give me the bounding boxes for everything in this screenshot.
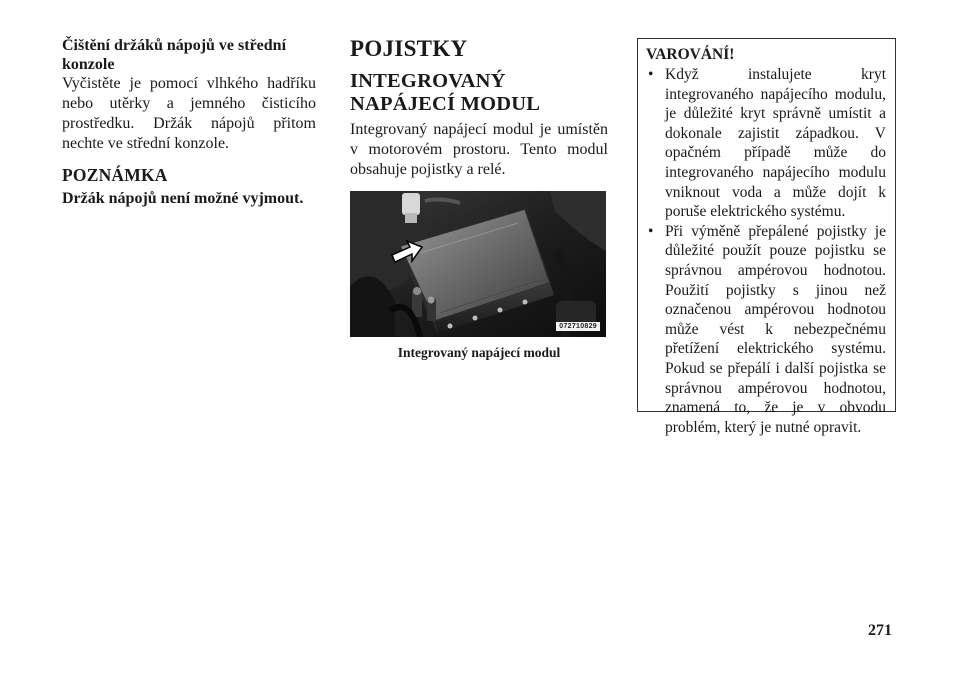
- power-module-photo: [350, 191, 606, 337]
- photo-code-label: 072710829: [556, 322, 600, 331]
- power-module-text: Integrovaný napájecí modul je umístěn v motorovém prostoru. Tento modul obsahuje pojistky a relé.: [350, 121, 608, 178]
- fuses-heading: POJISTKY: [350, 36, 468, 61]
- warning-bullet-1: [646, 65, 886, 222]
- page-number: 271: [868, 622, 892, 639]
- cupholder-cleaning-heading: Čištění držáků nápojů ve střední konzole: [62, 37, 287, 73]
- left-column: [62, 36, 316, 208]
- note-text: Držák nápojů není možné vyjmout.: [62, 190, 304, 207]
- warning-box: [637, 38, 896, 436]
- bullet-dot: •: [648, 222, 654, 240]
- middle-column: [350, 36, 608, 375]
- warning-bullet-2: [646, 222, 886, 438]
- power-module-heading: INTEGROVANÝ NAPÁJECÍ MODUL: [350, 70, 541, 115]
- bullet-dot: •: [648, 66, 654, 83]
- cupholder-cleaning-text: Vyčistěte je pomocí vlhkého hadříku nebo utěrky a jemného čisticího prostředku. Držák nápojů přitom nechte ve střední konzole.: [62, 75, 316, 152]
- warning-title: VAROVÁNÍ!: [646, 46, 735, 63]
- warning-bullet-text: Při výměně přepálené pojistky je důležité použít pouze pojistku se správnou ampérovou hodnotou. Použití pojistky s jinou než označenou ampérovou hodnotou může vést k nebezpečnému přetížení elektrického systému. Pokud se přepálí i další pojistka se správnou ampérovou hodnotou, znamená to, že je v obvodu problém, který je nutné opravit.: [665, 222, 886, 436]
- photo-caption: Integrovaný napájecí modul: [397, 345, 561, 360]
- note-heading: POZNÁMKA: [62, 165, 168, 185]
- engine-bay-illustration: [350, 191, 606, 337]
- warning-bullet-text: Když instalujete kryt integrovaného napájecího modulu, je důležité kryt správně umístit a dokonale zajistit západkou. V opačném případě může do integrovaného napájecího modulu vniknout voda a může dojít k poruše elektrického systému.: [665, 66, 886, 221]
